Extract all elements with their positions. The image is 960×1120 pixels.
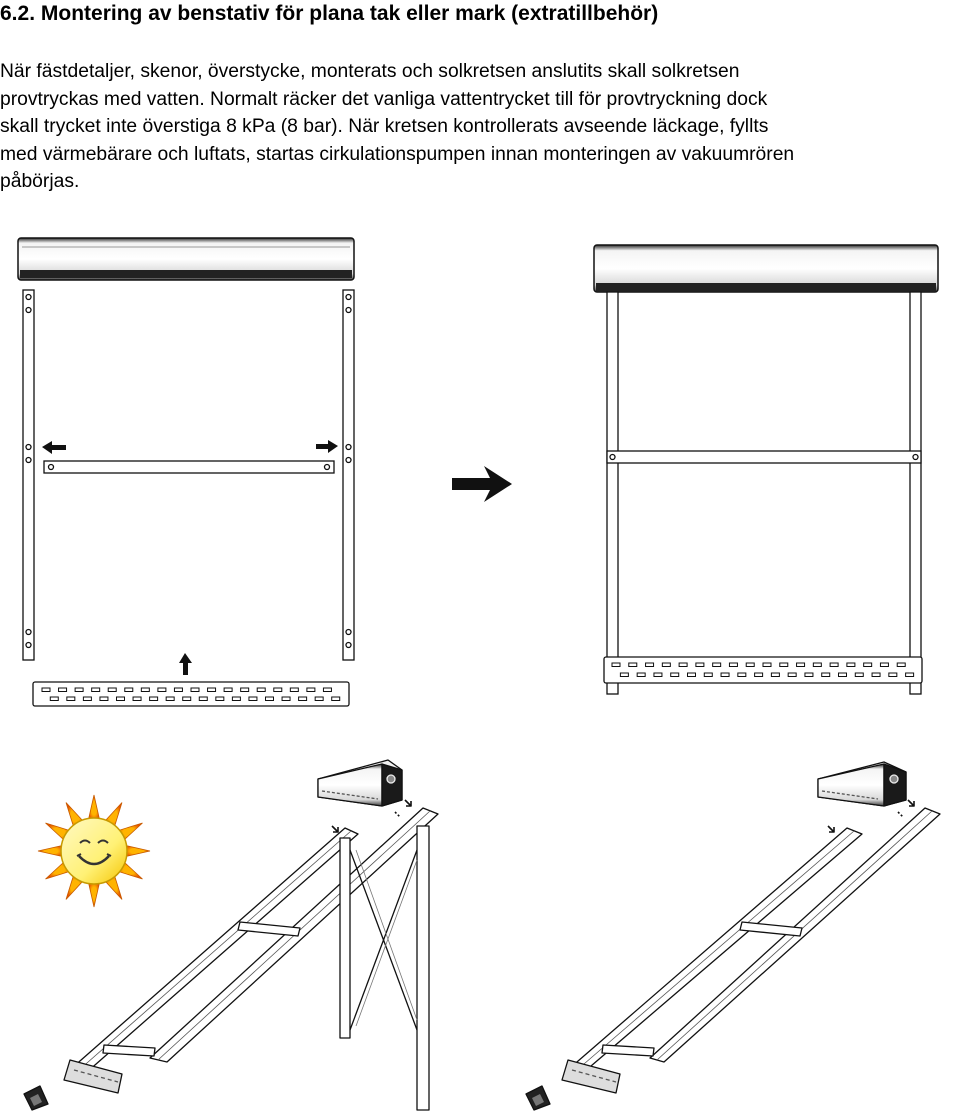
section-title: Montering av benstativ för plana tak eller mark (extratillbehör) xyxy=(40,2,659,25)
foot-cap-icon xyxy=(526,1086,550,1110)
rail-slot xyxy=(797,663,805,667)
rail-slot xyxy=(830,663,838,667)
rail-slot xyxy=(721,673,729,677)
sun-icon xyxy=(38,795,150,907)
rail-slot xyxy=(282,697,290,701)
rail-slot xyxy=(847,663,855,667)
arrow-left-icon xyxy=(42,441,66,454)
rail-slot xyxy=(805,673,813,677)
left-upright-rail xyxy=(23,290,34,660)
rail-slot xyxy=(191,688,199,692)
rail-slot xyxy=(100,697,108,701)
rail-slot xyxy=(274,688,282,692)
header-manifold-left xyxy=(18,238,354,280)
rail-slot xyxy=(696,663,704,667)
rail-slot xyxy=(183,697,191,701)
arrow-up-icon xyxy=(179,653,192,675)
rail-slot xyxy=(59,688,67,692)
rail-slot xyxy=(704,673,712,677)
rail-slot xyxy=(654,673,662,677)
rail-slot xyxy=(133,697,141,701)
rail-slot xyxy=(141,688,149,692)
rail-slot xyxy=(620,673,628,677)
rail-slot xyxy=(257,688,265,692)
rail-slot xyxy=(637,673,645,677)
rail-slot xyxy=(788,673,796,677)
slotted-bottom-rail-left xyxy=(33,682,349,706)
rail-slot xyxy=(889,673,897,677)
rail-slot xyxy=(75,688,83,692)
rail-slot xyxy=(813,663,821,667)
step-arrow-icon xyxy=(452,466,512,502)
rail-slot xyxy=(729,663,737,667)
rail-slot xyxy=(612,663,620,667)
rail-slot xyxy=(822,673,830,677)
rail-slot xyxy=(67,697,75,701)
rail-slot xyxy=(42,688,50,692)
flat-stand-figure xyxy=(526,762,940,1110)
rail-slot xyxy=(50,697,58,701)
rail-slot xyxy=(224,688,232,692)
section-number: 6.2. xyxy=(0,2,36,25)
rail-slot xyxy=(150,697,158,701)
rail-slot xyxy=(83,697,91,701)
rail-slot xyxy=(646,663,654,667)
rail-slot xyxy=(241,688,249,692)
paragraph-line-4: med värmebärare och luftats, startas cirkulationspumpen innan monteringen av vakuumrören xyxy=(0,143,795,165)
rail-slot xyxy=(199,697,207,701)
rail-slot xyxy=(738,673,746,677)
paragraph-line-2: provtryckas med vatten. Normalt räcker det vanliga vattentrycket till för provtryckning dock xyxy=(0,88,768,110)
rail-slot xyxy=(158,688,166,692)
rail-slot xyxy=(323,688,331,692)
rail-slot xyxy=(174,688,182,692)
assembled-right-rail xyxy=(910,292,921,694)
rail-slot xyxy=(662,663,670,667)
rail-slot xyxy=(208,688,216,692)
rail-slot xyxy=(906,673,914,677)
rail-slot xyxy=(771,673,779,677)
rail-slot xyxy=(713,663,721,667)
rail-slot xyxy=(855,673,863,677)
manifold-perspective-right xyxy=(818,762,906,806)
rail-slot xyxy=(299,697,307,701)
assembled-left-rail xyxy=(607,292,618,694)
rail-slot xyxy=(872,673,880,677)
foot-cap-icon xyxy=(24,1086,48,1110)
right-upright-rail xyxy=(343,290,354,660)
slotted-bottom-rail-right xyxy=(604,657,922,683)
rail-slot xyxy=(688,673,696,677)
arrow-right-icon xyxy=(316,440,338,453)
rail-slot xyxy=(332,697,340,701)
rail-slot xyxy=(232,697,240,701)
rail-slot xyxy=(290,688,298,692)
paragraph-line-3: skall trycket inte överstiga 8 kPa (8 bar). När kretsen kontrollerats avseende läckage, fyllts xyxy=(0,116,769,137)
rail-slot xyxy=(839,673,847,677)
rail-slot xyxy=(897,663,905,667)
leg-stand-figure xyxy=(24,760,438,1110)
rail-slot xyxy=(166,697,174,701)
cross-brace xyxy=(44,461,334,473)
rail-slot xyxy=(629,663,637,667)
header-manifold-right xyxy=(594,245,938,292)
paragraph-line-1: När fästdetaljer, skenor, överstycke, monterats och solkretsen anslutits skall solkretsen xyxy=(0,61,740,82)
rail-slot xyxy=(679,663,687,667)
rail-slot xyxy=(671,673,679,677)
rail-slot xyxy=(92,688,100,692)
rail-slot xyxy=(763,663,771,667)
manifold-perspective-left xyxy=(318,760,402,806)
rail-slot xyxy=(864,663,872,667)
rail-slot xyxy=(266,697,274,701)
rail-slot xyxy=(125,688,133,692)
paragraph-line-5: påbörjas. xyxy=(0,171,80,192)
rail-slot xyxy=(315,697,323,701)
rail-slot xyxy=(880,663,888,667)
rail-slot xyxy=(117,697,125,701)
rail-slot xyxy=(780,663,788,667)
rail-slot xyxy=(755,673,763,677)
rail-slot xyxy=(746,663,754,667)
rail-slot xyxy=(307,688,315,692)
rail-slot xyxy=(108,688,116,692)
assembled-cross-brace xyxy=(607,451,921,463)
rail-slot xyxy=(216,697,224,701)
rail-slot xyxy=(249,697,257,701)
